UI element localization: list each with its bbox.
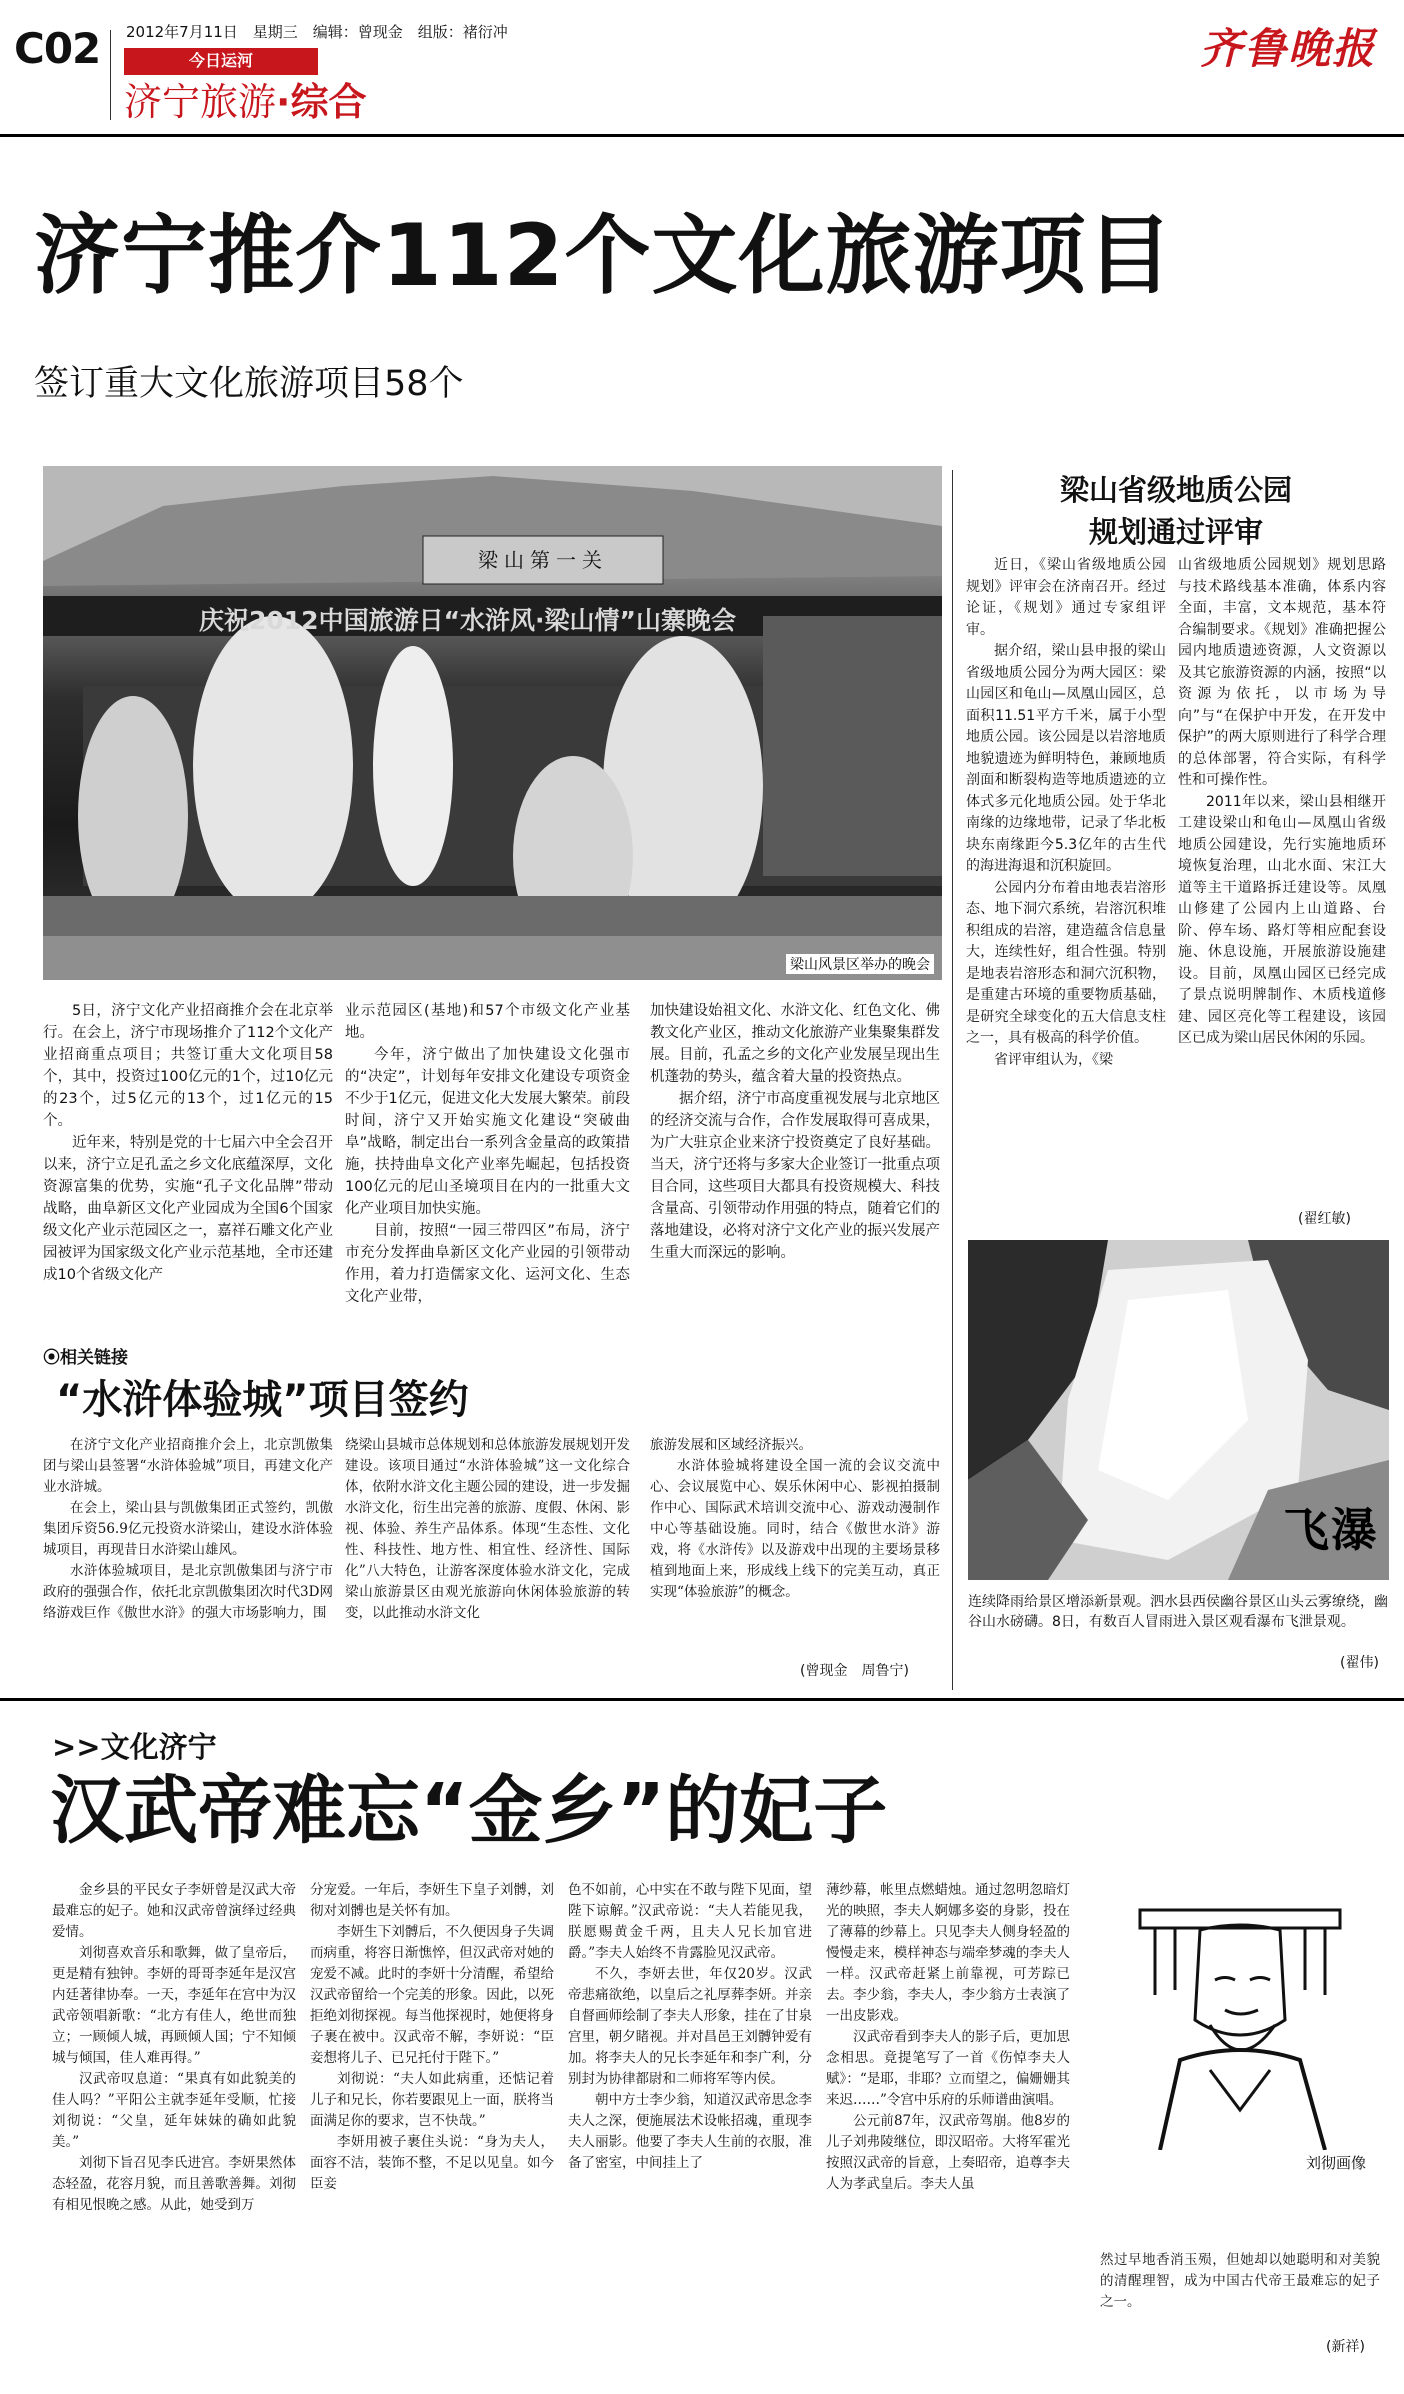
- culture-byline: (新祥): [1326, 2339, 1365, 2355]
- culture-col5-p1: 然过早地香消玉殒，但她却以她聪明和对美貌的清醒理智，成为中国古代帝王最难忘的妃子之一。: [1100, 2252, 1380, 2310]
- culture-col-3: [568, 1880, 812, 2380]
- culture-col2-p3: 刘彻说：“夫人如此病重，还惦记着儿子和兄长，你若要跟见上一面，朕将当面满足你的要求，岂不快哉。”: [310, 2071, 554, 2129]
- lead-col1-p2: 近年来，特别是党的十七届六中全会召开以来，济宁立足孔孟之乡文化底蕴深厚，文化资源富集的优势，实施“孔子文化品牌”带动战略，曲阜新区文化产业园成为全国6个国家级文化产业示范园区之一，嘉祥石雕文化产业园被评为国家级文化产业示范基地，全市还建成10个省级文化产: [43, 1135, 333, 1283]
- lead-col-3: [650, 1000, 940, 1334]
- waterfall-credit: (翟伟): [1340, 1655, 1379, 1671]
- link-col1-p1: 在济宁文化产业招商推介会上，北京凯傲集团与梁山县签署“水浒体验城”项目，再建文化产业水浒城。: [43, 1437, 333, 1495]
- sidebar-divider: [952, 470, 953, 1690]
- related-link-headline: “水浒体验城”项目签约: [56, 1377, 469, 1423]
- culture-col4-p1: 薄纱幕，帐里点燃蜡烛。通过忽明忽暗灯光的映照，李夫人婀娜多姿的身影，投在了薄幕的纱幕上。只见李夫人侧身轻盈的慢慢走来，模样神态与端牵梦魂的李夫人一样。汉武帝赶紧上前靠视，可芳踪已去。李少翁，李夫人，李少翁方士表演了一出皮影戏。: [826, 1882, 1070, 2024]
- sidebar-col-1: [966, 555, 1166, 1207]
- culture-col-1: [52, 1880, 296, 2380]
- lead-subhead: 签订重大文化旅游项目58个: [34, 364, 464, 404]
- page-number: C02: [14, 24, 101, 73]
- header-divider: [110, 30, 111, 120]
- culture-col1-p1: 金乡县的平民女子李妍曾是汉武大帝最难忘的妃子。她和汉武帝曾演绎过经典爱情。: [52, 1882, 296, 1940]
- lead-col2-p1: 业示范园区(基地)和57个市级文化产业基地。: [345, 1003, 630, 1041]
- lead-headline: 济宁推介112个文化旅游项目: [34, 206, 1174, 306]
- lead-photo-sign: 梁山第一关: [478, 548, 608, 572]
- section-tag: 今日运河: [124, 48, 318, 73]
- link-col3-p1: 旅游发展和区域经济振兴。: [650, 1437, 812, 1453]
- link-col2-p1: 绕梁山县城市总体规划和总体旅游发展规划开发建设。该项目通过“水浒体验城”这一文化综合体，依附水浒文化主题公园的建设，进一步发掘水浒文化，衍生出完善的旅游、度假、休闲、影视、体验、养生产品体系。体现“生态性、文化性、科技性、地方性、相宜性、经济性、国际化”八大特色，让游客深度体验水浒文化，完成梁山旅游景区由观光旅游向休闲体验旅游的转变，以此推动水浒文化: [345, 1437, 630, 1621]
- header-rule: [0, 134, 1404, 137]
- sidebar-col2-p1: 山省级地质公园规划》规划思路与技术路线基本准确，体系内容全面，丰富，文本规范，基本符合编制要求。《规划》准确把握公园内地质遗迹资源，人文资源以及其它旅游资源的内涵，按照“以资源为依托，以市场为导向”与“在保护中开发，在开发中保护”的两大原则进行了科学合理的总体部署，符合实际，有科学性和可操作性。: [1178, 557, 1386, 788]
- sidebar-col1-p2: 据介绍，梁山县申报的梁山省级地质公园分为两大园区：梁山园区和龟山—凤凰山园区，总面积11.51平方千米，属于小型地质公园。该公园是以岩溶地质地貌遗迹为鲜明特色，兼顾地质剖面和断裂构造等地质遗迹的立体式多元化地质公园。处于华北南缘的边缘地带，记录了华北板块东南缘距今5.3亿年的古生代的海进海退和沉积旋回。: [966, 643, 1166, 874]
- lead-photo: [43, 466, 942, 980]
- culture-col3-p2: 不久，李妍去世，年仅20岁。汉武帝悲痛欲绝，以皇后之礼厚葬李妍。并亲自督画师绘制了李夫人形象，挂在了甘泉宫里，朝夕睹视。并对昌邑王刘髆钟爱有加。将李夫人的兄长李延年和李广利，分别封为协律都尉和二师将军等内侯。: [568, 1966, 812, 2087]
- lead-col-1: [43, 1000, 333, 1334]
- emperor-portrait-art: [1100, 1900, 1380, 2150]
- culture-kicker: >>文化济宁: [52, 1730, 217, 1764]
- sidebar-byline: (翟红敏): [1298, 1211, 1351, 1227]
- lead-col3-p2: 据介绍，济宁市高度重视发展与北京地区的经济交流与合作，合作发展取得可喜成果，为广大驻京企业来济宁投资奠定了良好基础。当天，济宁还将与多家大企业签订一批重点项目合同，这些项目大都具有投资规模大、科技含量高、引领带动作用强的特点，随着它们的落地建设，必将对济宁文化产业的振兴发展产生重大而深远的影响。: [650, 1091, 940, 1261]
- lead-col1-p1: 5日，济宁文化产业招商推介会在北京举行。在会上，济宁市现场推介了112个文化产业招商重点项目；共签订重大文化项目58个，其中，投资过100亿元的1个，过10亿元的23个，过5亿元的13个，过1亿元的15个。: [43, 1003, 333, 1129]
- sidebar-col-2: [1178, 555, 1386, 1207]
- section-title-dot: ·: [276, 80, 291, 124]
- section-rule: [0, 1698, 1404, 1701]
- section-title: [124, 80, 366, 124]
- emperor-portrait: [1100, 1900, 1380, 2150]
- culture-col1-p3: 汉武帝叹息道：“果真有如此貌美的佳人吗？”平阳公主就李延年受顺，忙接刘彻说：“父皇，延年妹妹的确如此貌美。”: [52, 2071, 296, 2150]
- culture-col2-p1: 分宠爱。一年后，李妍生下皇子刘髆，刘彻对刘髆也是关怀有加。: [310, 1882, 554, 1919]
- culture-col1-p4: 刘彻下旨召见李氏进宫。李妍果然体态轻盈，花容月貌，而且善歌善舞。刘彻有相见恨晚之感。从此，她受到万: [52, 2155, 296, 2213]
- culture-col-4: [826, 1880, 1070, 2380]
- culture-col-5: [1100, 2250, 1380, 2340]
- section-tag-underline: [124, 73, 318, 75]
- sidebar-col1-p1: 近日，《梁山省级地质公园规划》评审会在济南召开。经过论证，《规划》通过专家组评审。: [966, 557, 1166, 638]
- link-col1-p3: 水浒体验城项目，是北京凯傲集团与济宁市政府的强强合作，依托北京凯傲集团次时代3D网络游戏巨作《傲世水浒》的强大市场影响力，围: [43, 1563, 333, 1621]
- culture-col-2: [310, 1880, 554, 2380]
- culture-col3-p3: 朝中方士李少翁，知道汉武帝思念李夫人之深，便施展法术设帐招魂，重现李夫人丽影。他要了李夫人生前的衣服，准备了密室，中间挂上了: [568, 2092, 812, 2171]
- waterfall-photo-title: 飞瀑: [1283, 1503, 1379, 1557]
- portrait-caption: 刘彻画像: [1306, 2154, 1367, 2172]
- waterfall-photo: [968, 1240, 1389, 1580]
- culture-col4-p2: 汉武帝看到李夫人的影子后，更加思念相思。竟提笔写了一首《伤悼李夫人赋》：“是耶，非耶？立而望之，偏姗姗其来迟……”令宫中乐府的乐师谱曲演唱。: [826, 2029, 1070, 2108]
- link-col-1: [43, 1435, 333, 1685]
- sidebar-headline-2: 规划通过评审: [1088, 515, 1263, 549]
- culture-col2-p4: 李妍用被子裹住头说：“身为夫人，面容不洁，装饰不整，不足以见皇。如今臣妾: [310, 2134, 554, 2192]
- culture-headline: 汉武帝难忘“金乡”的妃子: [50, 1768, 888, 1854]
- sidebar-headline-1: 梁山省级地质公园: [1059, 473, 1292, 507]
- sidebar-col1-p4: 省评审组认为，《梁: [994, 1051, 1113, 1068]
- sidebar-col2-p2: 2011年以来，梁山县相继开工建设梁山和龟山—凤凰山省级地质公园建设，先行实施地质环境恢复治理，山北水面、宋江大道等主干道路拆迁建设等。凤凰山修建了公园内上山道路、台阶、停车场、路灯等相应配套设施、休息设施，开展旅游设施建设。目前，凤凰山园区已经完成了景点说明牌制作、木质栈道修建、园区亮化等工程建设，该园区已成为梁山居民休闲的乐园。: [1178, 793, 1386, 1046]
- waterfall-caption: 连续降雨给景区增添新景观。泗水县西侯幽谷景区山头云雾缭绕，幽谷山水磅礴。8日，有数百人冒雨进入景区观看瀑布飞泄景观。: [968, 1594, 1388, 1630]
- lead-photo-caption: 梁山风景区举办的晚会: [786, 954, 934, 974]
- link-col-2: [345, 1435, 630, 1685]
- sidebar-col1-p3: 公园内分布着由地表岩溶形态、地下洞穴系统，岩溶沉积堆积组成的岩溶，建造蕴含信息量大，连续性好，组合性强。特别是地表岩溶形态和洞穴沉积物，是重建古环境的重要物质基础，是研究全球变化的五大信息支柱之一，具有极高的科学价值。: [966, 879, 1166, 1046]
- lead-col-2: [345, 1000, 630, 1334]
- lead-photo-banner: 庆祝2012中国旅游日“水浒风·梁山情”山寨晚会: [199, 606, 736, 635]
- link-col1-p2: 在会上，梁山县与凯傲集团正式签约，凯傲集团斥资56.9亿元投资水浒梁山，建设水浒体验城项目，再现昔日水浒梁山雄风。: [43, 1500, 333, 1558]
- culture-col3-p1: 色不如前，心中实在不敢与陛下见面，望陛下谅解。”汉武帝说：“夫人若能见我，朕愿赐黄金千两，且夫人兄长加官进爵。”李夫人始终不肯露脸见汉武帝。: [568, 1882, 812, 1961]
- section-title-b: 综合: [290, 80, 367, 124]
- link-col3-p2: 水浒体验城将建设全国一流的会议交流中心、会议展览中心、娱乐休闲中心、影视拍摄制作中心、国际武术培训交流中心、游戏动漫制作中心等基础设施。同时，结合《傲世水浒》游戏，将《水浒传》以及游戏中出现的主要场景移植到地面上来，形成线上线下的完美互动，真正实现“体验旅游”的概念。: [650, 1458, 940, 1600]
- section-title-a: 济宁旅游: [124, 80, 277, 124]
- culture-col1-p2: 刘彻喜欢音乐和歌舞，做了皇帝后，更是精有独钟。李妍的哥哥李延年是汉宫内廷著律协奉。一天，李延年在宫中为汉武帝领唱新歌：“北方有佳人，绝世而独立；一顾倾人城，再顾倾人国；宁不知倾城与倾国，佳人难再得。”: [52, 1945, 296, 2066]
- link-byline: (曾现金 周鲁宁): [800, 1663, 909, 1679]
- lead-col2-p3: 目前，按照“一园三带四区”布局，济宁市充分发挥曲阜新区文化产业园的引领带动作用，着力打造儒家文化、运河文化、生态文化产业带，: [345, 1223, 630, 1305]
- issue-meta: 2012年7月11日 星期三 编辑：曾现金 组版：褚衍冲: [126, 23, 508, 41]
- culture-col2-p2: 李妍生下刘髆后，不久便因身子失调而病重，将容日渐憔悴，但汉武帝对她的宠爱不减。此时的李妍十分清醒，希望给汉武帝留给一个完美的形象。因此，以死拒绝刘彻探视。每当他探视时，她便将身子裹在被中。汉武帝不解，李妍说：“臣妾想将儿子、已兄托付于陛下。”: [310, 1924, 554, 2066]
- link-col-3: [650, 1435, 940, 1655]
- lead-col2-p2: 今年，济宁做出了加快建设文化强市的“决定”，计划每年安排文化建设专项资金不少于1亿元，促进文化大发展大繁荣。前段时间，济宁又开始实施文化建设“突破曲阜”战略，制定出台一系列含金量高的政策措施，扶持曲阜文化产业率先崛起，包括投资100亿元的尼山圣境项目在内的一批重大文化产业项目加快实施。: [345, 1047, 630, 1217]
- lead-col3-p1: 加快建设始祖文化、水浒文化、红色文化、佛教文化产业区，推动文化旅游产业集聚集群发展。目前，孔孟之乡的文化产业发展呈现出生机蓬勃的势头，蕴含着大量的投资热点。: [650, 1003, 940, 1085]
- paper-logo: 齐鲁晚报: [1200, 24, 1377, 73]
- related-link-label: ⦿相关链接: [43, 1348, 128, 1368]
- culture-col4-p3: 公元前87年，汉武帝驾崩。他8岁的儿子刘弗陵继位，即汉昭帝。大将军霍光按照汉武帝的旨意，上奏昭帝，追尊李夫人为孝武皇后。李夫人虽: [826, 2113, 1070, 2192]
